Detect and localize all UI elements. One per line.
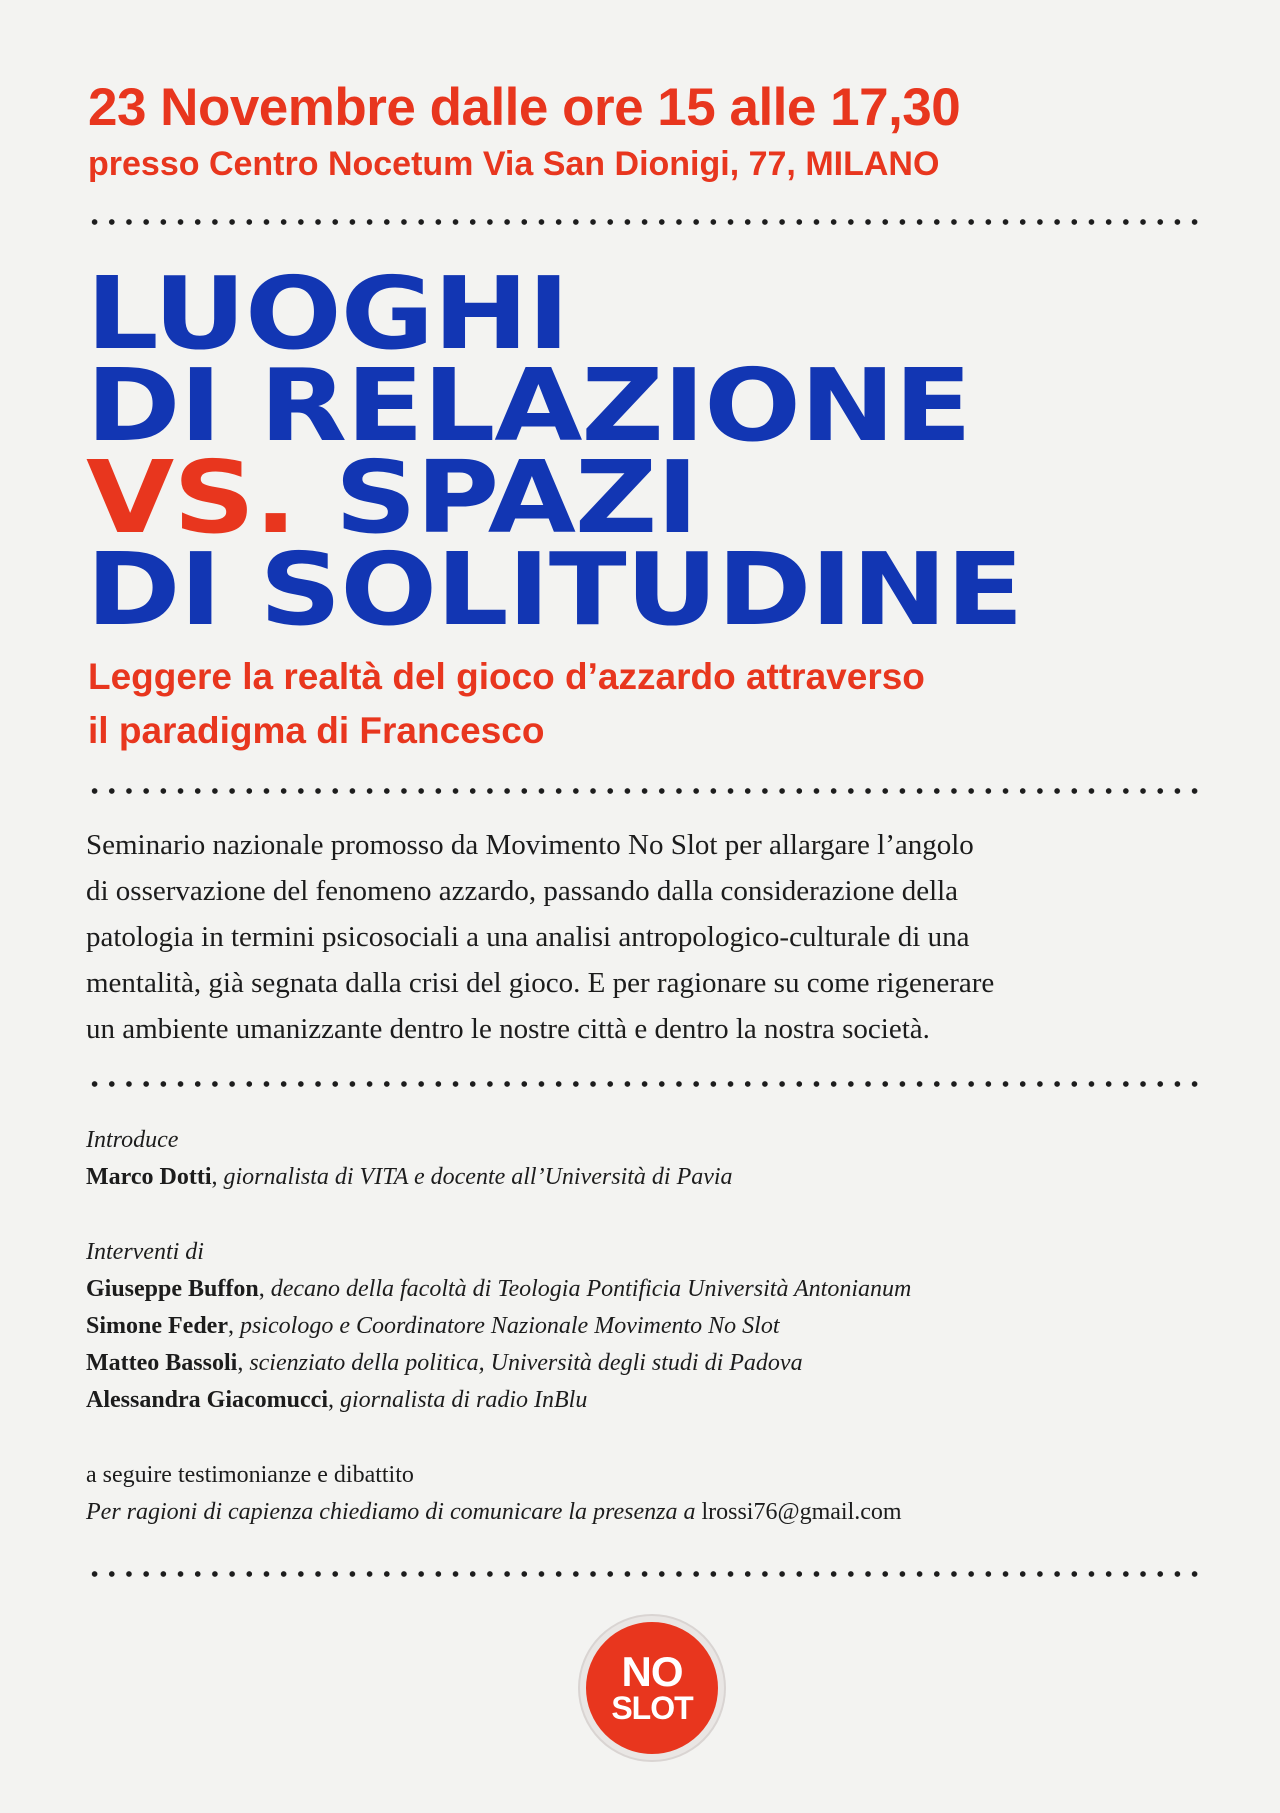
dotted-divider (86, 1571, 1208, 1577)
speaker: Simone Feder, psicologo e Coordinatore Nazionale Movimento No Slot (86, 1313, 780, 1339)
subtitle (88, 650, 925, 758)
headline-line-2: DI RELAZIONE (86, 347, 971, 464)
speaker: Matteo Bassoli, scienziato della politica, Università degli studi di Padova (86, 1350, 803, 1376)
followup-note: a seguire testimonianze e dibattito (86, 1462, 414, 1488)
intro-line: un ambiente umanizzante dentro le nostre città e dentro la nostra società. (86, 1013, 930, 1045)
intro-line: di osservazione del fenomeno azzardo, passando dalla considerazione della (86, 875, 959, 907)
speaker: Giuseppe Buffon, decano della facoltà di Teologia Pontificia Università Antonianum (86, 1276, 912, 1302)
dotted-divider (86, 788, 1208, 794)
intro-line: mentalità, già segnata dalla crisi del gioco. E per ragionare su come rigenerare (86, 967, 995, 999)
speakers-label: Interventi di (86, 1239, 204, 1265)
person-name: Matteo Bassoli (86, 1350, 238, 1376)
person-role: psicologo e Coordinatore Nazionale Movimento No Slot (239, 1313, 780, 1339)
dotted-divider (86, 1081, 1208, 1087)
subtitle-line-2: il paradigma di Francesco (88, 710, 545, 751)
credits (86, 1122, 1216, 1531)
logo-line-2: SLOT (611, 1690, 693, 1726)
person-name: Giuseppe Buffon (86, 1276, 259, 1302)
person-name: Marco Dotti (86, 1164, 212, 1190)
headline-vs: VS. (86, 439, 297, 556)
intro-line: Seminario nazionale promosso da Movimento No Slot per allargare l’angolo (86, 829, 974, 861)
no-slot-logo (580, 1616, 724, 1760)
dotted-divider (86, 219, 1208, 225)
introduce-label: Introduce (86, 1127, 179, 1153)
rsvp-email[interactable]: lrossi76@gmail.com (701, 1499, 902, 1525)
logo-line-1: NO (621, 1648, 683, 1695)
person-role: scienziato della politica, Università degli studi di Padova (249, 1350, 803, 1376)
headline-line-4: DI SOLITUDINE (86, 531, 1023, 648)
headline-spazi: SPAZI (334, 439, 698, 556)
speaker: Alessandra Giacomucci, giornalista di radio InBlu (86, 1387, 588, 1413)
intro-paragraph (86, 822, 1216, 1052)
person-role: giornalista di VITA e docente all’Università di Pavia (223, 1164, 733, 1190)
event-date: 23 Novembre dalle ore 15 alle 17,30 (88, 78, 961, 137)
event-venue: presso Centro Nocetum Via San Dionigi, 77, MILANO (88, 145, 940, 183)
person-role: giornalista di radio InBlu (339, 1387, 588, 1413)
person-name: Simone Feder (86, 1313, 228, 1339)
intro-line: patologia in termini psicosociali a una analisi antropologico-culturale di una (86, 921, 970, 953)
headline-line-1: LUOGHI (86, 255, 569, 372)
rsvp-text: Per ragioni di capienza chiediamo di comunicare la presenza a (86, 1499, 696, 1525)
introducer: Marco Dotti, giornalista di VITA e docente all’Università di Pavia (86, 1164, 733, 1190)
rsvp-note (86, 1494, 1216, 1531)
person-name: Alessandra Giacomucci (86, 1387, 328, 1413)
headline (86, 255, 1023, 648)
person-role: decano della facoltà di Teologia Pontificia Università Antonianum (270, 1276, 912, 1302)
subtitle-line-1: Leggere la realtà del gioco d’azzardo attraverso (88, 656, 925, 697)
